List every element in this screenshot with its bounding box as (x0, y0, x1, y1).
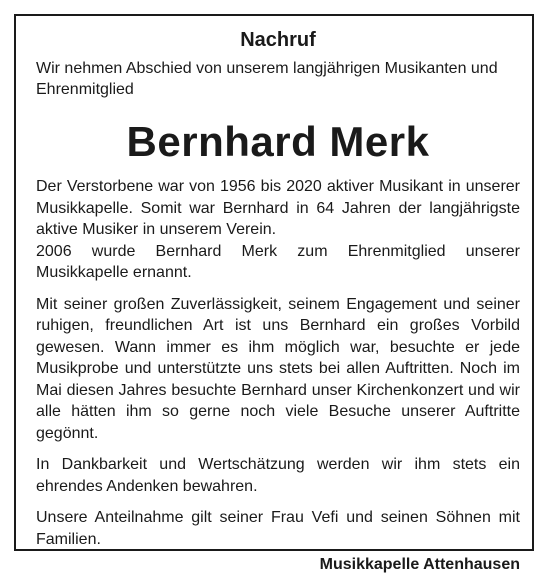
obituary-notice (36, 28, 520, 575)
paragraph-line: In Dankbarkeit und Wertschätzung werden wir ihm stets ein ehrendes Andenken bewahren. (36, 456, 520, 495)
paragraph-line: Mit seiner großen Zuverlässigkeit, seinem Engagement und seiner ruhigen, freundlichen Art ist uns Bernhard ein großes Vorbild gewesen. Wann immer es ihm möglich war, besuchte er jede Musikprobe und unterstützte uns stets bei allen Auftritten. Noch im Mai diesen Jahres besuchte Bernhard unser Kirchenkonzert und wir alle hätten ihm so gerne noch viele Besuche unserer Auftritte gegönnt. (36, 295, 520, 442)
paragraph-line: Der Verstorbene war von 1956 bis 2020 aktiver Musikant in unserer Musikkapelle. Somit war Bernhard in 64 Jahren der langjährigste aktive Musiker in unserem Verein. (36, 178, 520, 238)
paragraph-line: Unsere Anteilnahme gilt seiner Frau Vefi und seinen Söhnen mit Familien. (36, 509, 520, 548)
signature: Musikkapelle Attenhausen (319, 556, 520, 573)
paragraph-career (36, 176, 520, 284)
paragraph-line: 2006 wurde Bernhard Merk zum Ehrenmitglied unserer Musikkapelle ernannt. (36, 242, 520, 281)
paragraph-condolence (36, 507, 520, 550)
paragraph-gratitude (36, 454, 520, 497)
paragraph-character (36, 294, 520, 445)
notice-heading: Nachruf (240, 29, 316, 51)
notice-intro: Wir nehmen Abschied von unserem langjährigen Musikanten und Ehrenmitglied (36, 60, 498, 98)
deceased-name: Bernhard Merk (126, 118, 430, 165)
